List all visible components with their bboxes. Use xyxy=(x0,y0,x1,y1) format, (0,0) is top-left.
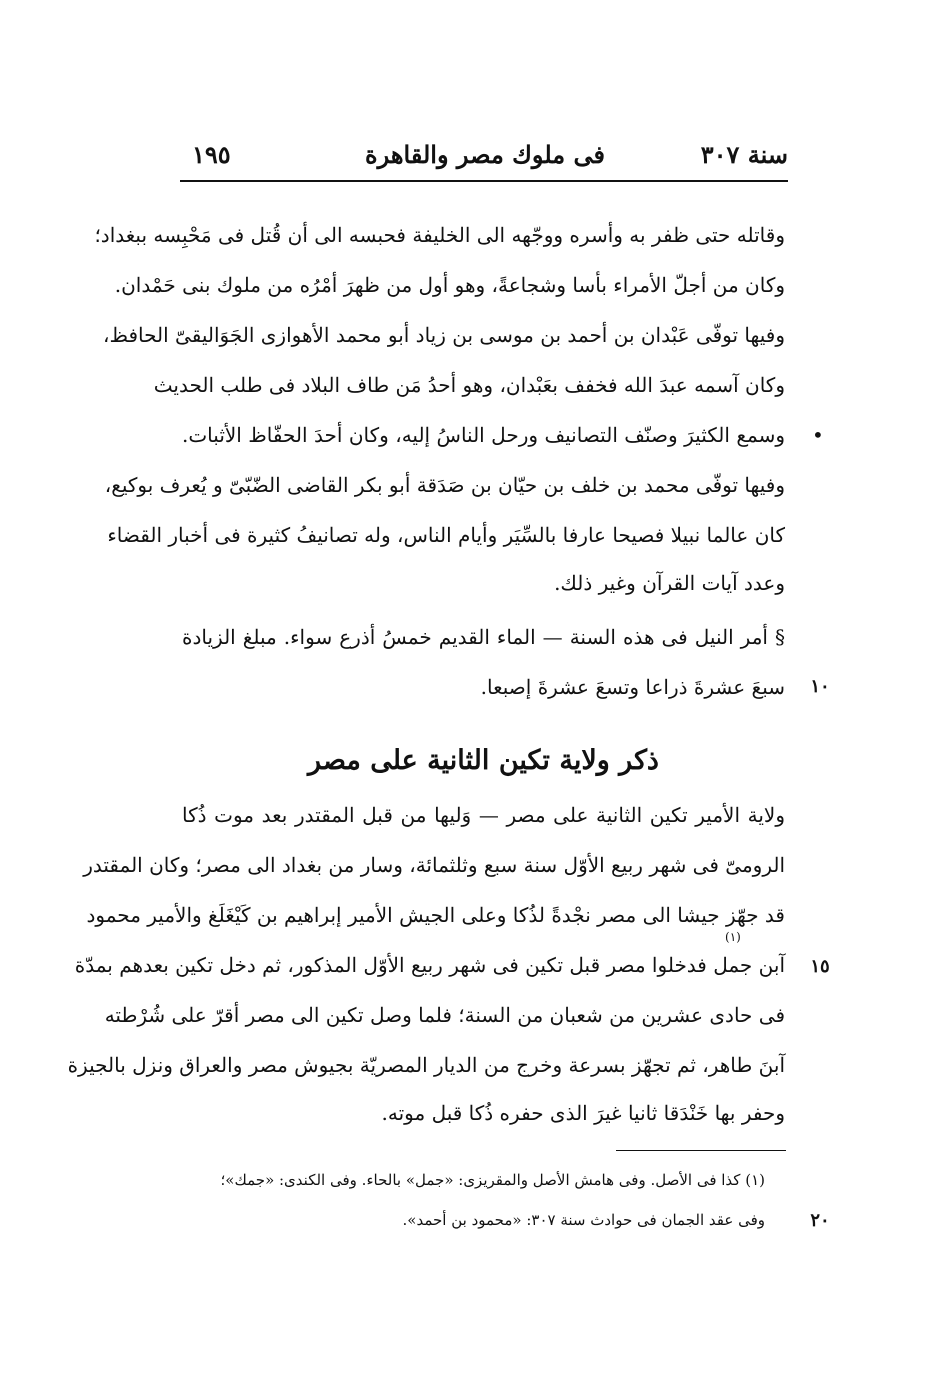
margin-number-10: ١٠ xyxy=(810,676,830,697)
text-line: وعدد آيات القرآن وغير ذلك. xyxy=(554,571,785,595)
text-line: وكان من أجلّ الأمراء بأسا وشجاعةً، وهو أول من ظهرَ أمْرُه من ملوك بنى حَمْدان. xyxy=(114,273,785,297)
footnote-line: وفى عقد الجمان فى حوادث سنة ٣٠٧: «محمود بن أحمد». xyxy=(402,1211,765,1229)
text-line: وفيها توفّى محمد بن خلف بن حيّان بن صَدَقة أبو بكر القاضى الضّبّىّ و يُعرف بوكيع، xyxy=(104,473,785,497)
header-page-number: ١٩٥ xyxy=(192,140,231,169)
running-header xyxy=(182,140,788,176)
margin-number-20: ٢٠ xyxy=(810,1210,830,1231)
text-line: وقاتله حتى ظفر به وأسره ووجّهه الى الخليفة فحبسه الى أن قُتل فى مَحْبِسه ببغداد؛ xyxy=(94,223,785,247)
header-title: فى ملوك مصر والقاهرة xyxy=(365,140,605,169)
header-year: سنة ٣٠٧ xyxy=(700,140,788,169)
section-line: فى حادى عشرين من شعبان من السنة؛ فلما وصل تكين الى مصر أقرّ على شُرْطته xyxy=(104,1003,785,1027)
section-line: الرومىّ فى شهر ربيع الأوّل سنة سبع وثلثمائة، وسار من بغداد الى مصر؛ وكان المقتدر xyxy=(83,853,785,877)
nile-line: سبعَ عشرةَ ذراعا وتسعَ عشرةَ إصبعا. xyxy=(480,675,785,699)
section-line: وحفر بها خَنْدَقا ثانيا غيرَ الذى حفره ذُكا قبل موته. xyxy=(381,1101,785,1125)
section-title: ذكر ولاية تكين الثانية على مصر xyxy=(308,745,659,776)
footnote-rule xyxy=(616,1150,786,1151)
section-line: ولاية الأمير تكين الثانية على مصر — وَليها من قبل المقتدر بعد موت ذُكا xyxy=(182,803,785,827)
margin-marker-5: • xyxy=(812,423,824,447)
text-line: وكان آسمه عبدَ الله فخفف بعَبْدان، وهو أحدُ مَن طاف البلاد فى طلب الحديث xyxy=(153,373,785,397)
footnote-line: (١) كذا فى الأصل. وفى هامش الأصل والمقريزى: «جمل» بالحاء. وفى الكندى: «جمك»؛ xyxy=(220,1171,765,1189)
section-line: آبن جمل فدخلوا مصر قبل تكين فى شهر ربيع الأوّل المذكور، ثم دخل تكين بعدهم بمدّة xyxy=(74,953,785,977)
header-rule xyxy=(180,180,788,182)
nile-line: § أمر النيل فى هذه السنة — الماء القديم خمسُ أذرع سواء. مبلغ الزيادة xyxy=(182,625,785,649)
section-line: آبنَ طاهر، ثم تجهّز بسرعة وخرج من الديار المصريّة بجيوش مصر والعراق ونزل بالجيزة xyxy=(67,1053,785,1077)
section-line: قد جهّز جيشا الى مصر نجْدةً لذُكا وعلى الجيش الأمير إبراهيم بن كَيْغَلَغ والأمير محمود xyxy=(86,903,785,927)
text-line: كان عالما نبيلا فصيحا عارفا بالسِّيَر وأيام الناس، وله تصانيفُ كثيرة فى أخبار القضاء xyxy=(107,523,785,547)
margin-number-15: ١٥ xyxy=(810,956,830,977)
footnote-reference: (١) xyxy=(725,930,741,944)
text-line: وسمع الكثيرَ وصنّف التصانيف ورحل الناسُ إليه، وكان أحدَ الحفّاظ الأثبات. xyxy=(182,423,785,447)
text-line: وفيها توفّى عَبْدان بن أحمد بن موسى بن زياد أبو محمد الأهوازى الجَوَاليقىّ الحافظ، xyxy=(103,323,785,347)
